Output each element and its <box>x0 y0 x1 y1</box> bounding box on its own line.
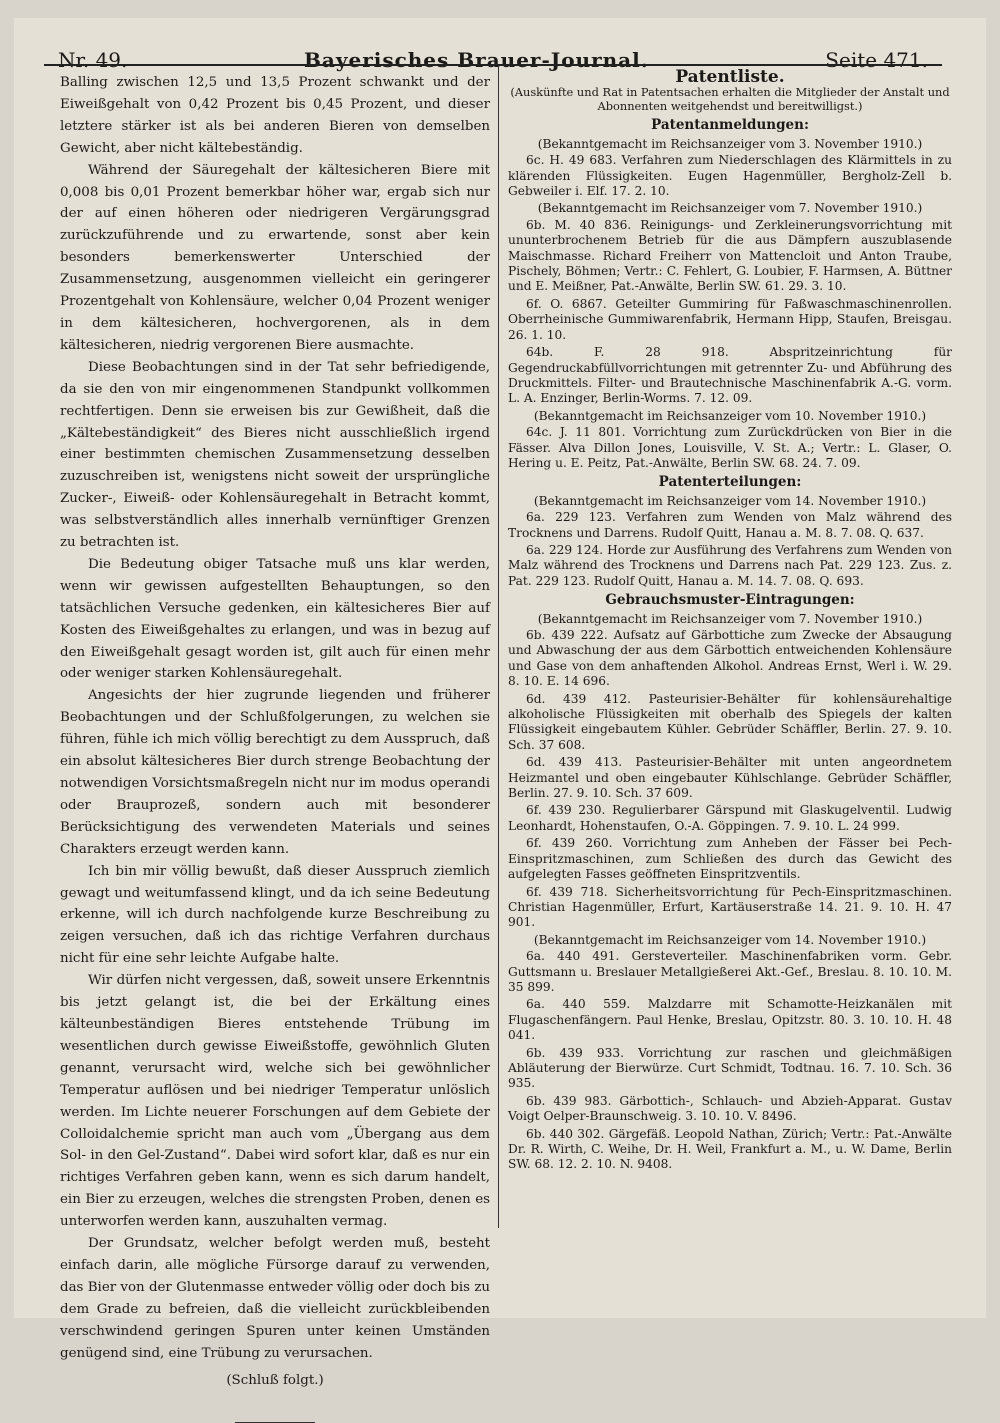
patent-entry: 6a. 440 559. Malzdarre mit Schamotte-Heizkanälen mit Flugaschenfängern. Paul Henke, Breslau, Opitzstr. 80. 3. 10. 10. H. 48 041. <box>508 997 952 1043</box>
patent-list-note: (Auskünfte und Rat in Patentsachen erhalten die Mitglieder der Anstalt und Abonnenten weitgehendst und bereitwilligst.) <box>510 85 950 114</box>
publication-note: (Bekanntgemacht im Reichsanzeiger vom 3. November 1910.) <box>537 136 923 151</box>
section-heading: Gebrauchsmuster-Eintragungen: <box>605 592 855 609</box>
patent-entry: 6f. 439 718. Sicherheitsvorrichtung für Pech-Einspritzmaschinen. Christian Hagenmüller, Erfurt, Kartäuserstraße 14. 21. 9. 10. H. 47 901. <box>508 884 952 930</box>
article-column <box>60 72 490 1423</box>
column-divider <box>498 66 499 1228</box>
page-number: Seite 471. <box>825 48 928 72</box>
article-paragraph: Balling zwischen 12,5 und 13,5 Prozent schwankt und der Eiweißgehalt von 0,42 Prozent bis 0,45 Prozent, und dieser letztere stärker ist als bei anderen Bieren von demselben Gewicht, aber nicht kältebeständig. <box>60 75 490 156</box>
article-paragraph: Während der Säuregehalt der kältesicheren Biere mit 0,008 bis 0,01 Prozent bemerkbar höher war, ergab sich nur der auf einen höheren oder niedrigeren Vergärungsgrad zurückzuführende und zu erwartende, sonst aber kein besonders bemerkenswerter Unterschied der Zusammensetzung, ausgenommen vielleicht ein geringerer Prozentgehalt von Kohlensäure, welcher 0,04 Prozent weniger in dem kältesicheren, hochvergorenen, als in dem kältesicheren, niedrig vergorenen Biere ausmachte. <box>60 162 490 353</box>
patent-entry: 6f. O. 6867. Geteilter Gummiring für Faßwaschmaschinenrollen. Oberrheinische Gummiwarenfabrik, Hermann Hipp, Staufen, Breisgau. 26. 1. 10. <box>508 296 952 342</box>
article-paragraph: Die Bedeutung obiger Tatsache muß uns klar werden, wenn wir gewissen aufgestellten Behauptungen, so den tatsächlichen Versuche gedenken, ein kältesicheres Bier auf Kosten des Eiweißgehaltes zu erlangen, und was in bezug auf den Eiweißgehalt gesagt worden ist, gilt auch für einen mehr oder weniger starken Kohlensäuregehalt. <box>60 556 490 682</box>
publication-note: (Bekanntgemacht im Reichsanzeiger vom 10. November 1910.) <box>533 408 927 423</box>
article-paragraph: Der Grundsatz, welcher befolgt werden muß, besteht einfach darin, alle mögliche Fürsorge darauf zu verwenden, das Bier von der Glutenmasse entweder völlig oder doch bis zu dem Grade zu befreien, daß die vielleicht zurückbleibenden verschwindend geringen Spuren unter keinen Umständen genügend sind, eine Trübung zu verursachen. <box>60 1236 490 1361</box>
section-heading: Patentanmeldungen: <box>651 117 809 134</box>
patent-entry: 6b. M. 40 836. Reinigungs- und Zerkleinerungsvorrichtung mit ununterbrochenem Betrieb für die aus Dämpfern auszublasende Maischmasse. Richard Freiherr von Mattencloit und Anton Traube, Pischely, Böhmen; Vertr.: C. Fehlert, G. Loubier, F. Harmsen, A. Büttner und E. Meißner, Pat.-Anwälte, Berlin SW. 61. 29. 3. 10. <box>508 217 952 294</box>
patent-entry: 64b. F. 28 918. Abspritzeinrichtung für Gegendruckabfüllvorrichtungen mit getrennter Zu- und Abführung des Druckmittels. Filter- und Brautechnische Maschinenfabrik A.-G. vorm. L. A. Enzinger, Berlin-Worms. 7. 12. 09. <box>508 345 952 406</box>
patent-entry: 6f. 439 230. Regulierbarer Gärspund mit Glaskugelventil. Ludwig Leonhardt, Hohenstaufen, O.-A. Göppingen. 7. 9. 10. L. 24 999. <box>508 803 952 833</box>
patent-entry: 6b. 439 983. Gärbottich-, Schlauch- und Abzieh-Apparat. Gustav Voigt Oelper-Braunschweig. 3. 10. 10. V. 8496. <box>508 1093 952 1124</box>
patent-entry: 6b. 440 302. Gärgefäß. Leopold Nathan, Zürich; Vertr.: Pat.-Anwälte Dr. R. Wirth, C. Weihe, Dr. H. Weil, Frankfurt a. M., u. W. Dame, Berlin SW. 68. 12. 2. 10. N. 9408. <box>508 1126 952 1172</box>
patent-list-column <box>508 67 952 1175</box>
publication-note: (Bekanntgemacht im Reichsanzeiger vom 14. November 1910.) <box>533 493 927 508</box>
publication-note: (Bekanntgemacht im Reichsanzeiger vom 14. November 1910.) <box>533 932 927 947</box>
patent-entry: 6a. 440 491. Gersteverteiler. Maschinenfabriken vorm. Gebr. Guttsmann u. Breslauer Metallgießerei Akt.-Gef., Breslau. 8. 10. 10. M. 35 899. <box>508 949 952 994</box>
patent-entry: 6b. 439 222. Aufsatz auf Gärbottiche zum Zwecke der Absaugung und Abwaschung der aus dem Gärbottich entweichenden Kohlensäure und Gase von dem anhaftenden Alkohol. Andreas Ernst, Werl i. W. 29. 8. 10. E. 14 696. <box>508 628 952 689</box>
section-heading: Patenterteilungen: <box>658 474 802 491</box>
issue-number: Nr. 49. <box>58 48 128 72</box>
patent-entry: 6f. 439 260. Vorrichtung zum Anheben der Fässer bei Pech-Einspritzmaschinen, zum Schließen des durch das Gewicht des aufgelegten Fasses geöffneten Einspritzventils. <box>508 836 952 882</box>
article-paragraph: Wir dürfen nicht vergessen, daß, soweit unsere Erkenntnis bis jetzt gelangt ist, die bei der Erkältung eines kälteunbeständigen Bieres entstehende Trübung im wesentlichen durch gewisse Eiweißstoffe, gewöhnlich Gluten genannt, verursacht wird, welche sich bei gewöhnlicher Temperatur auflösen und bei niedriger Temperatur unlöslich werden. Im Lichte neuerer Forschungen auf dem Gebiete der Colloidalchemie spricht man auch vom „Übergang aus dem Sol- in den Gel-Zustand“. Dabei wird sofort klar, daß es nur ein richtiges Verfahren geben kann, wenn es sich darum handelt, ein Bier zu erzeugen, welches die strengsten Proben, denen es unterworfen werden kann, auszuhalten vermag. <box>60 973 490 1230</box>
patent-list-title: Patentliste. <box>675 67 785 87</box>
publication-note: (Bekanntgemacht im Reichsanzeiger vom 7. November 1910.) <box>537 201 923 216</box>
header-rule <box>44 64 942 66</box>
continuation-note: (Schluß folgt.) <box>226 1373 324 1389</box>
article-paragraph: Diese Beobachtungen sind in der Tat sehr befriedigende, da sie den von mir eingenommenen Standpunkt vollkommen rechtfertigen. Denn sie erweisen bis zur Gewißheit, daß die „Kältebeständigkeit“ des Bieres nicht ausschließlich irgend einer bestimmten chemischen Zusammensetzung desselben zuzuschreiben ist, wenigstens nicht soweit der ursprüngliche Zucker-, Eiweiß- oder Kohlensäuregehalt in Betracht kommt, was selbstverständlich alles innerhalb vernünftiger Grenzen zu betrachten ist. <box>60 359 490 551</box>
article-paragraph: Angesichts der hier zugrunde liegenden und früherer Beobachtungen und der Schlußfolgerungen, zu welchen sie führen, fühle ich mich völlig berechtigt zu dem Ausspruch, daß ein absolut kältesicheres Bier durch strenge Beobachtung der notwendigen Vorsichtsmaßregeln nicht nur im modus operandi oder Brauprozeß, sondern auch mit besonderer Berücksichtigung des verwendeten Materials und seines Charakters erzeugt werden kann. <box>60 688 490 857</box>
patent-entry: 6b. 439 933. Vorrichtung zur raschen und gleichmäßigen Abläuterung der Bierwürze. Curt Schmidt, Todtnau. 16. 7. 10. Sch. 36 935. <box>508 1045 952 1091</box>
patent-entry: 64c. J. 11 801. Vorrichtung zum Zurückdrücken von Bier in die Fässer. Alva Dillon Jones, Louisville, V. St. A.; Vertr.: L. Glaser, O. Hering u. E. Peitz, Pat.-Anwälte, Berlin SW. 68. 24. 7. 09. <box>508 425 952 470</box>
patent-entry: 6a. 229 124. Horde zur Ausführung des Verfahrens zum Wenden von Malz während des Trocknens und Darrens nach Pat. 229 123. Zus. z. Pat. 229 123. Rudolf Quitt, Hanau a. M. 14. 7. 08. Q. 693. <box>508 542 952 588</box>
patent-entry: 6c. H. 49 683. Verfahren zum Niederschlagen des Klärmittels in zu klärenden Flüssigkeiten. Eugen Hagenmüller, Bergholz-Zell b. Gebweiler i. Elf. 17. 2. 10. <box>508 153 952 199</box>
article-paragraph: Ich bin mir völlig bewußt, daß dieser Ausspruch ziemlich gewagt und weitumfassend klingt, und da ich seine Bedeutung erkenne, will ich durch nachfolgende kurze Beschreibung zu zeigen versuchen, daß ich das richtige Verfahren durchaus nicht für eine sehr leichte Aufgabe halte. <box>60 863 490 967</box>
patent-entry: 6d. 439 413. Pasteurisier-Behälter mit unten angeordnetem Heizmantel und oben eingebauter Kühlschlange. Gebrüder Schäffler, Berlin. 27. 9. 10. Sch. 37 609. <box>508 755 952 801</box>
patent-entry: 6a. 229 123. Verfahren zum Wenden von Malz während des Trocknens und Darrens. Rudolf Quitt, Hanau a. M. 8. 7. 08. Q. 637. <box>508 510 952 540</box>
journal-title: Bayerisches Brauer-Journal. <box>303 48 649 72</box>
patent-entry: 6d. 439 412. Pasteurisier-Behälter für kohlensäurehaltige alkoholische Flüssigkeiten mit oberhalb des Spiegels der kalten Flüssigkeit eingebautem Kühler. Gebrüder Schäffler, Berlin. 27. 9. 10. Sch. 37 608. <box>508 691 952 752</box>
publication-note: (Bekanntgemacht im Reichsanzeiger vom 7. November 1910.) <box>537 611 923 626</box>
